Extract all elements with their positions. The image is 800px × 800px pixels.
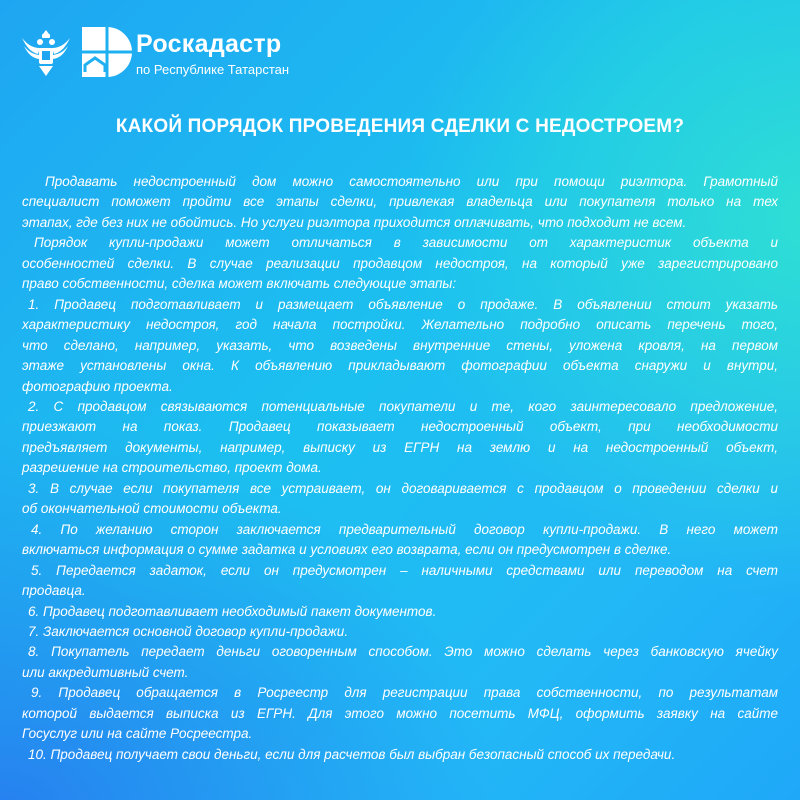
text-line: которой выдается выписка из ЕГРН. Для этого можно посетить МФЦ, оформить заявку на сайте <box>22 705 778 721</box>
text-line: включаться информация о сумме задатка и условиях его возврата, если он предусмотрен в сделке. <box>22 542 672 558</box>
paragraph <box>22 520 778 561</box>
text-line: разрешение на строительство, проект дома. <box>22 460 322 476</box>
logo <box>18 24 134 80</box>
paragraph <box>22 561 778 602</box>
text-line: продавца. <box>22 583 86 599</box>
paragraph <box>22 642 778 683</box>
text-line: Госуслуг или на сайте Росреестра. <box>22 726 253 742</box>
text-line: Порядок купли-продажи может отличаться в зависимости от характеристик объекта и <box>34 235 778 251</box>
article-body <box>22 172 778 765</box>
eagle-emblem-icon <box>18 24 74 80</box>
text-line: 8. Покупатель передает деньги оговоренным способом. Это можно сделать через банковскую ячейку <box>28 644 778 660</box>
text-line: специалист поможет пройти все этапы сделки, привлекая владельца или покупателя только на тех <box>22 194 778 210</box>
text-line: фотографию проекта. <box>22 378 173 394</box>
text-line: особенностей сделки. В случае реализации продавцом недостроя, на который уже зарегистрировано <box>22 255 778 271</box>
roskadastr-logo-icon <box>80 25 134 79</box>
text-line: 10. Продавец получает свои деньги, если для расчетов был выбран безопасный способ их передачи. <box>28 746 676 762</box>
paragraph <box>22 295 778 397</box>
text-line: этапах, где без них не обойтись. Но услуги риэлтора приходится оплачивать, что подходит не всем. <box>22 214 687 230</box>
text-line: 9. Продавец обращается в Росреестр для регистрации права собственности, по результатам <box>31 685 778 701</box>
brand-name: Роскадастр <box>136 30 282 58</box>
text-line: 1. Продавец подготавливает и размещает объявление о продаже. В объявлении стоит указать <box>28 296 778 312</box>
page-title: КАКОЙ ПОРЯДОК ПРОВЕДЕНИЯ СДЕЛКИ С НЕДОСТРОЕМ? <box>115 116 685 137</box>
text-line: 6. Продавец подготавливает необходимый пакет документов. <box>28 603 437 619</box>
text-line: 5. Передается задаток, если он предусмотрен – наличными средствами или переводом на счет <box>31 562 778 578</box>
paragraph <box>22 397 778 479</box>
text-line: право собственности, сделка может включать следующие этапы: <box>22 276 457 292</box>
text-line: 3. В случае если покупателя все устраивает, он договаривается с продавцом о проведении сделки и <box>28 480 778 496</box>
paragraph <box>22 602 778 622</box>
text-line: 2. С продавцом связываются потенциальные покупатели и те, кого заинтересовало предложение, <box>28 398 778 414</box>
text-line: этаже установлены окна. К объявлению прикладывают фотографии объекта снаружи и внутри, <box>22 358 778 374</box>
paragraph <box>22 479 778 520</box>
paragraph <box>22 233 778 294</box>
text-line: 4. По желанию сторон заключается предварительный договор купли-продажи. В него может <box>31 521 778 537</box>
text-line: Продавать недостроенный дом можно самостоятельно или при помощи риэлтора. Грамотный <box>45 174 778 189</box>
text-line: что сделано, например, указать, что возведены внутренние стены, уложена кровля, на первом <box>22 337 778 353</box>
text-line: об окончательной стоимости объекта. <box>22 501 282 517</box>
text-line: или аккредитивный счет. <box>22 664 189 680</box>
brand-subtitle: по Республике Татарстан <box>136 62 290 77</box>
paragraph <box>22 745 778 765</box>
paragraph <box>22 172 778 233</box>
paragraph <box>22 622 778 642</box>
brand <box>136 30 289 77</box>
text-line: приезжают на показ. Продавец показывает недостроенный объект, при необходимости <box>22 419 778 435</box>
text-line: предъявляет документы, например, выписку из ЕГРН на землю и на недостроенный объект, <box>22 439 778 455</box>
paragraph <box>22 683 778 744</box>
text-line: характеристику недостроя, год начала постройки. Желательно подробно описать перечень того, <box>22 317 778 333</box>
text-line: 7. Заключается основной договор купли-продажи. <box>28 623 349 639</box>
